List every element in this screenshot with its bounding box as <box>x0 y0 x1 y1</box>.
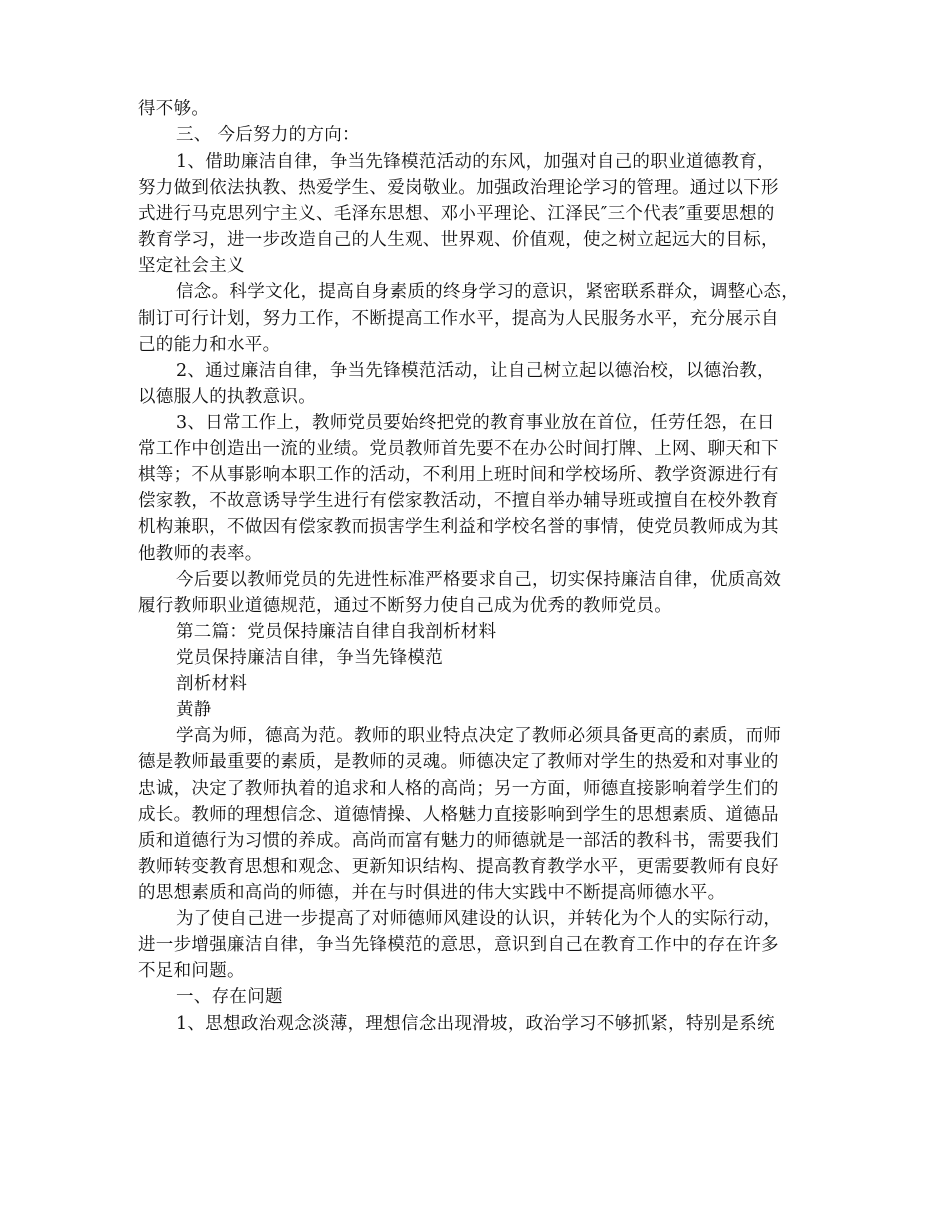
text-line: 1、借助廉洁自律，争当先锋模范活动的东风，加强对自己的职业道德教育， <box>176 152 775 172</box>
text-line: 坚定社会主义 <box>138 256 245 276</box>
text-line: 成长。教师的理想信念、道德情操、人格魅力直接影响到学生的思想素质、道德品 <box>138 805 779 825</box>
text-line: 今后要以教师党员的先进性标准严格要求自己，切实保持廉洁自律，优质高效 <box>176 570 782 590</box>
chapter-title: 第二篇：党员保持廉洁自律自我剖析材料 <box>176 622 497 642</box>
section-heading: 三、 今后努力的方向： <box>176 125 360 145</box>
author-name: 黄静 <box>176 700 212 720</box>
text-line: 努力做到依法执教、热爱学生、爱岗敬业。加强政治理论学习的管理。通过以下形 <box>138 178 779 198</box>
text-line: 2、通过廉洁自律，争当先锋模范活动，让自己树立起以德治校，以德治教， <box>176 361 775 381</box>
text-line: 棋等；不从事影响本职工作的活动，不利用上班时间和学校场所、教学资源进行有 <box>138 465 779 485</box>
text-line: 进一步增强廉洁自律，争当先锋模范的意思，意识到自己在教育工作中的存在许多 <box>138 935 779 955</box>
text-line: 学高为师，德高为范。教师的职业特点决定了教师必须具备更高的素质，而师 <box>176 726 782 746</box>
text-line: 教育学习，进一步改造自己的人生观、世界观、价值观，使之树立起远大的目标， <box>138 230 779 250</box>
text-line: 制订可行计划，努力工作，不断提高工作水平，提高为人民服务水平，充分展示自 <box>138 309 779 329</box>
text-line: 质和道德行为习惯的养成。高尚而富有魅力的师德就是一部活的教科书，需要我们 <box>138 831 779 851</box>
text-line: 以德服人的执教意识。 <box>138 387 316 407</box>
article-subtitle: 剖析材料 <box>176 674 248 694</box>
text-line: 得不够。 <box>138 99 210 119</box>
article-title: 党员保持廉洁自律，争当先锋模范 <box>176 648 443 668</box>
text-line: 1、思想政治观念淡薄，理想信念出现滑坡，政治学习不够抓紧，特别是系统 <box>176 1014 775 1034</box>
text-line: 式进行马克思列宁主义、毛泽东思想、邓小平理论、江泽民″三个代表″重要思想的 <box>138 204 775 224</box>
text-line: 忠诚，决定了教师执着的追求和人格的高尚；另一方面，师德直接影响着学生们的 <box>138 779 779 799</box>
text-line: 为了使自己进一步提高了对师德师风建设的认识，并转化为个人的实际行动， <box>176 909 782 929</box>
text-line: 履行教师职业道德规范，通过不断努力使自己成为优秀的教师党员。 <box>138 596 672 616</box>
text-line: 信念。科学文化，提高自身素质的终身学习的意识，紧密联系群众，调整心态， <box>176 282 799 302</box>
text-line: 偿家教，不故意诱导学生进行有偿家教活动，不擅自举办辅导班或擅自在校外教育 <box>138 491 779 511</box>
text-line: 教师转变教育思想和观念、更新知识结构、提高教育教学水平，更需要教师有良好 <box>138 857 779 877</box>
text-line: 的思想素质和高尚的师德，并在与时俱进的伟大实践中不断提高师德水平。 <box>138 883 726 903</box>
section-heading: 一、存在问题 <box>176 987 283 1007</box>
text-line: 他教师的表率。 <box>138 544 263 564</box>
text-line: 3、日常工作上，教师党员要始终把党的教育事业放在首位，任劳任怨，在日 <box>176 413 775 433</box>
text-line: 德是教师最重要的素质，是教师的灵魂。师德决定了教师对学生的热爱和对事业的 <box>138 752 779 772</box>
text-line: 机构兼职，不做因有偿家教而损害学生利益和学校名誉的事情，使党员教师成为其 <box>138 517 779 537</box>
text-line: 不足和问题。 <box>138 961 245 981</box>
text-line: 己的能力和水平。 <box>138 335 281 355</box>
text-line: 常工作中创造出一流的业绩。党员教师首先要不在办公时间打牌、上网、聊天和下 <box>138 439 779 459</box>
